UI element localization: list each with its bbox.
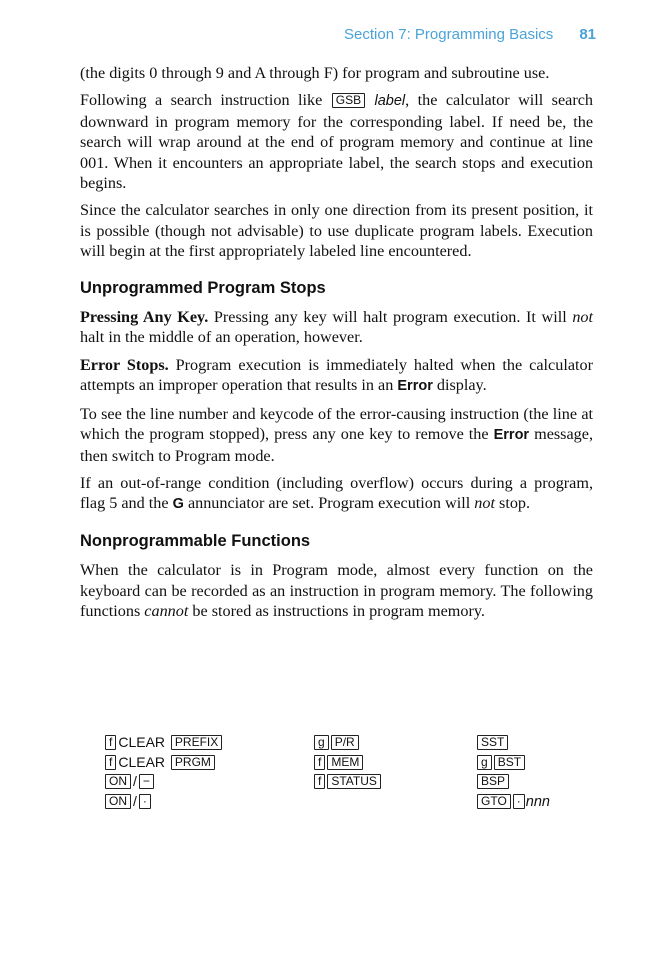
paragraph-program-mode: When the calculator is in Program mode, almost every function on the keyboard can be recorded as an instruction in program memory. The following functions cannot be stored as instructions in program memory. (80, 561, 593, 620)
label-term: label (374, 93, 406, 110)
function-bsp: BSP (476, 772, 550, 792)
function-gto-dot-nnn: GTO · nnn (476, 792, 550, 812)
function-on-dot: ON / · (104, 792, 223, 812)
function-f-mem: f MEM (313, 753, 382, 773)
heading-unprogrammed-stops: Unprogrammed Program Stops (80, 278, 326, 297)
error-display-term: Error (397, 378, 433, 395)
heading-nonprogrammable: Nonprogrammable Functions (80, 531, 311, 550)
function-g-bst: g BST (476, 753, 550, 773)
section-title: Section 7: Programming Basics (344, 26, 554, 43)
function-f-status: f STATUS (313, 772, 382, 792)
g-annunciator-term: G (172, 496, 184, 513)
function-g-pr: g P/R (313, 733, 382, 753)
error-message-term: Error (493, 427, 530, 444)
functions-column-3 (476, 733, 550, 811)
function-sst: SST (476, 733, 550, 753)
paragraph-pressing-any-key: Pressing Any Key. Pressing any key will halt program execution. It will not halt in the middle of an operation, however. (80, 308, 593, 347)
paragraph-see-line-number: To see the line number and keycode of the error-causing instruction (the line at which the program stopped), press any one key to remove the Error message, then switch to Program mode. (80, 404, 593, 465)
functions-column-1 (104, 733, 223, 811)
nonprogrammable-functions-list (104, 733, 574, 823)
page-number: 81 (579, 26, 596, 43)
function-clear-prgm: f CLEAR PRGM (104, 753, 223, 773)
paragraph-out-of-range: If an out-of-range condition (including overflow) occurs during a program, flag 5 and the G annunciator are set. Program execution will not stop. (80, 473, 593, 513)
functions-column-2 (313, 733, 382, 792)
paragraph-search: Following a search instruction like GSB label, the calculator will search downward in program memory for the corresponding label. If need be, the search will wrap around at the end of program memory and continue at line 001. When it encounters an appropriate label, the search stops and execution begins. (80, 91, 594, 193)
paragraph-duplicate-labels: Since the calculator searches in only one direction from its present position, it is possible (though not advisable) to use duplicate program labels. Execution will begin at the first appropriately labeled line encountered. (80, 201, 593, 261)
gsb-key: GSB (332, 93, 365, 108)
runin-error-stops: Error Stops. (80, 355, 169, 374)
page-header (344, 26, 596, 43)
paragraph-label-digits: (the digits 0 through 9 and A through F) for program and subroutine use. (80, 64, 550, 82)
body-text (80, 63, 593, 628)
runin-pressing-any-key: Pressing Any Key. (80, 308, 209, 327)
function-clear-prefix: f CLEAR PREFIX (104, 733, 223, 753)
paragraph-error-stops: Error Stops. Program execution is immediately halted when the calculator attempts an improper operation that results in an Error display. (80, 355, 593, 395)
function-on-minus: ON / − (104, 772, 223, 792)
